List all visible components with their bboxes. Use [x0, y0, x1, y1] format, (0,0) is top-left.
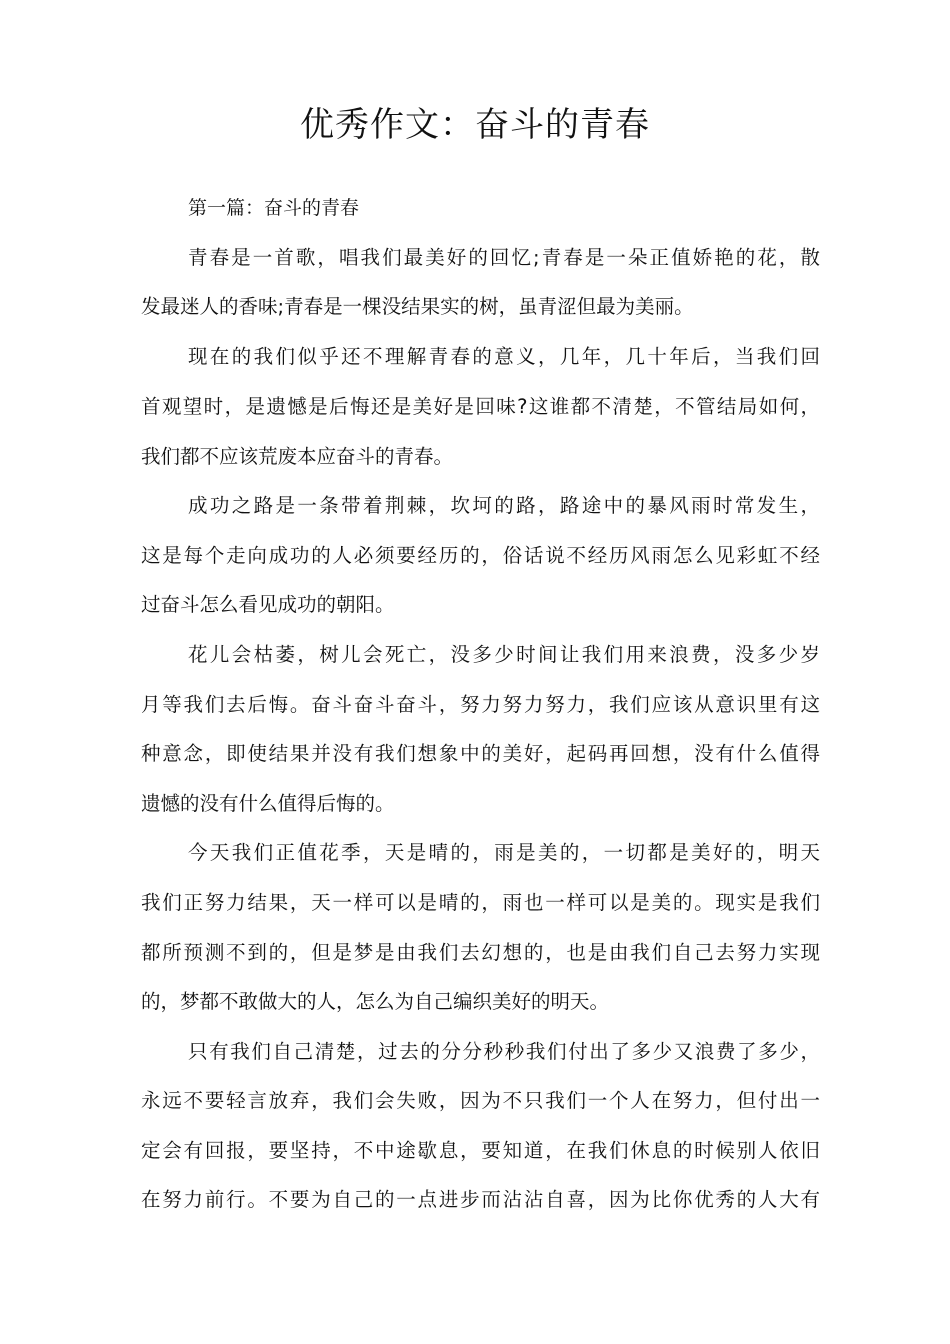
paragraph-3-line-2: 这是每个走向成功的人必须要经历的，俗话说不经历风雨怎么见彩虹不经 [141, 544, 820, 567]
paragraph-1-line-2: 发最迷人的香味;青春是一棵没结果实的树，虽青涩但最为美丽。 [141, 295, 694, 318]
paragraph-6-line-3: 定会有回报，要坚持，不中途歇息，要知道，在我们休息的时候别人依旧 [141, 1139, 820, 1162]
paragraph-4-line-4: 遗憾的没有什么值得后悔的。 [141, 792, 395, 815]
paragraph-6-line-2: 永远不要轻言放弃，我们会失败，因为不只我们一个人在努力，但付出一 [141, 1089, 820, 1112]
paragraph-5-line-3: 都所预测不到的，但是梦是由我们去幻想的，也是由我们自己去努力实现 [141, 941, 820, 964]
paragraph-5-line-1: 今天我们正值花季，天是晴的，雨是美的，一切都是美好的，明天 [188, 841, 820, 864]
paragraph-3-line-1: 成功之路是一条带着荆棘，坎坷的路，路途中的暴风雨时常发生， [188, 494, 820, 517]
paragraph-5-line-2: 我们正努力结果，天一样可以是晴的，雨也一样可以是美的。现实是我们 [141, 891, 820, 914]
paragraph-3-line-3: 过奋斗怎么看见成功的朝阳。 [141, 593, 395, 616]
section-heading: 第一篇：奋斗的青春 [188, 197, 360, 219]
paragraph-4-line-1: 花儿会枯萎，树儿会死亡，没多少时间让我们用来浪费，没多少岁 [188, 643, 820, 666]
paragraph-5-line-4: 的，梦都不敢做大的人，怎么为自己编织美好的明天。 [141, 990, 610, 1013]
paragraph-2-line-1: 现在的我们似乎还不理解青春的意义，几年，几十年后，当我们回 [188, 345, 820, 368]
paragraph-4-line-3: 种意念，即使结果并没有我们想象中的美好，起码再回想，没有什么值得 [141, 742, 820, 765]
paragraph-6-line-4: 在努力前行。不要为自己的一点进步而沾沾自喜，因为比你优秀的人大有 [141, 1188, 820, 1211]
paragraph-1-line-1: 青春是一首歌，唱我们最美好的回忆;青春是一朵正值娇艳的花，散 [188, 246, 820, 269]
paragraph-6-line-1: 只有我们自己清楚，过去的分分秒秒我们付出了多少又浪费了多少， [188, 1040, 820, 1063]
document-title: 优秀作文：奋斗的青春 [300, 105, 650, 145]
paragraph-4-line-2: 月等我们去后悔。奋斗奋斗奋斗，努力努力努力，我们应该从意识里有这 [141, 693, 820, 716]
paragraph-2-line-2: 首观望时，是遗憾是后悔还是美好是回味?这谁都不清楚，不管结局如何， [141, 395, 820, 418]
paragraph-2-line-3: 我们都不应该荒废本应奋斗的青春。 [141, 445, 454, 468]
